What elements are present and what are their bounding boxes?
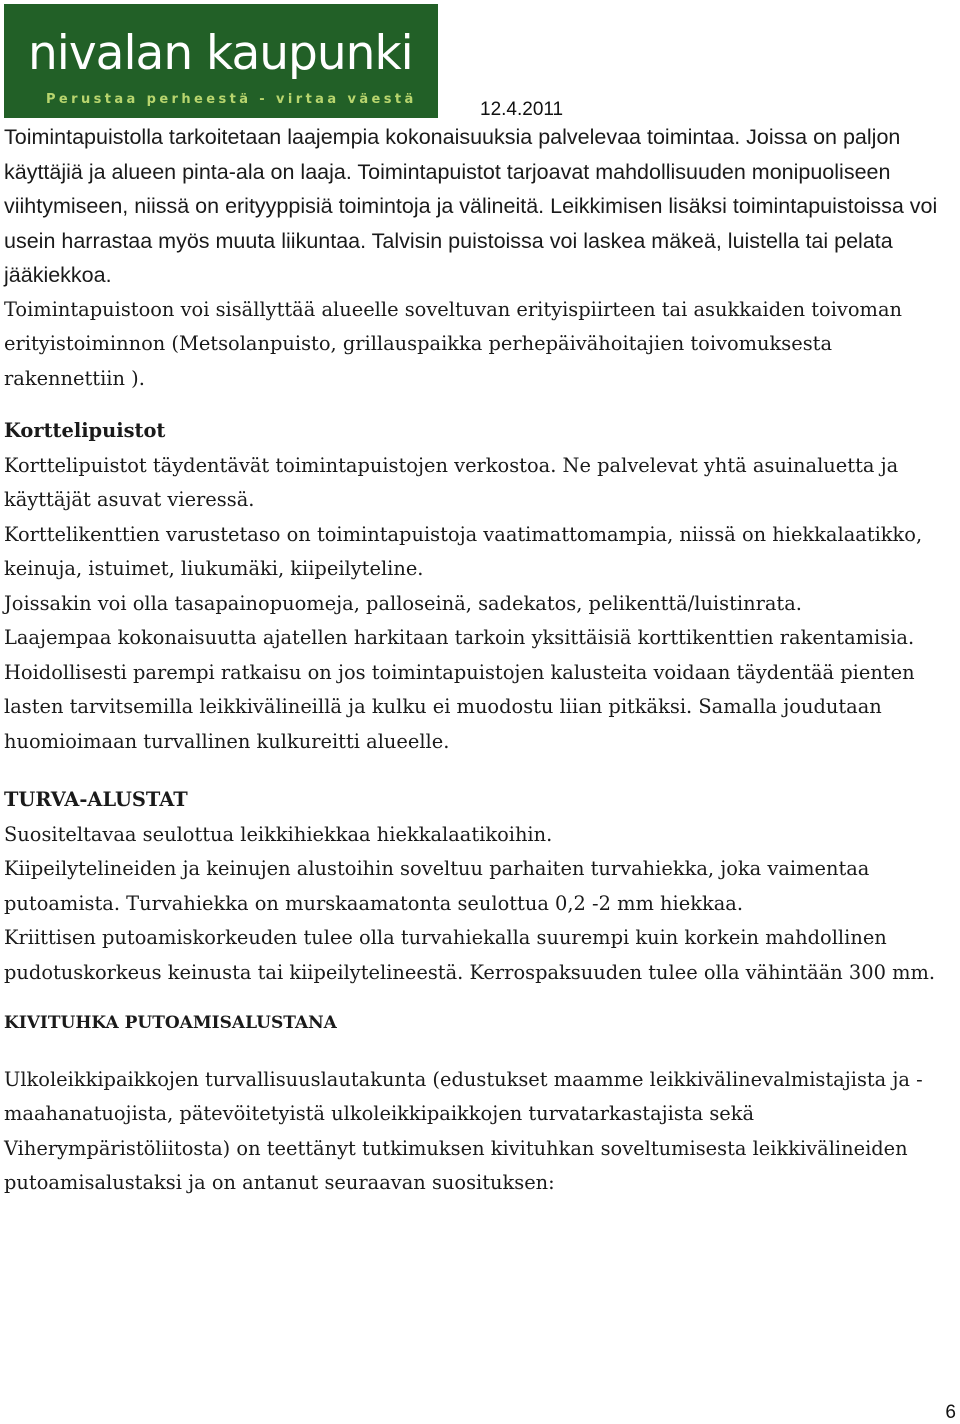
document-body <box>4 120 954 1201</box>
turva-alustat-paragraph-1: Suositeltavaa seulottua leikkihiekkaa hiekkalaatikoihin. <box>4 822 553 846</box>
korttelipuistot-paragraph-1: Korttelipuistot täydentävät toimintapuistojen verkostoa. Ne palvelevat yhtä asuinaluetta ja käyttäjät asuvat vieressä. <box>4 453 899 511</box>
page-number: 6 <box>945 1402 956 1423</box>
korttelipuistot-paragraph-4: Laajempaa kokonaisuutta ajatellen harkitaan tarkoin yksittäisiä korttikenttien rakentamisia. Hoidollisesti parempi ratkaisu on jos toimintapuistojen kalusteita voidaan täydentää pienten lasten tarvitsemilla leikkivälineillä ja kulku ei muodostu liian pitkäksi. Samalla joudutaan huomioimaan turvallinen kulkureitti alueelle. <box>4 626 915 753</box>
document-date: 12.4.2011 <box>480 99 564 120</box>
korttelipuistot-paragraph-3: Joissakin voi olla tasapainopuomeja, palloseinä, sadekatos, pelikenttä/luistinrata. <box>4 591 802 615</box>
city-logo <box>4 4 438 118</box>
logo-name: nivalan kaupunki <box>28 26 413 81</box>
section-heading-turva-alustat: TURVA-ALUSTAT <box>4 788 188 811</box>
intro-paragraph-1: Toimintapuistolla tarkoitetaan laajempia kokonaisuuksia palvelevaa toimintaa. Joissa on paljon käyttäjiä ja alueen pinta-ala on laaja. Toimintapuistot tarjoavat mahdollisuuden monipuoliseen viihtymiseen, niissä on erityyppisiä toimintoja ja välineitä. Leikkimisen lisäksi toimintapuistoissa voi usein harrastaa myös muuta liikuntaa. Talvisin puistoissa voi laskea mäkeä, luistella tai pelata jääkiekkoa. <box>4 125 938 287</box>
section-heading-korttelipuistot: Korttelipuistot <box>4 419 166 442</box>
turva-alustat-paragraph-3: Kriittisen putoamiskorkeuden tulee olla turvahiekalla suurempi kuin korkein mahdollinen pudotuskorkeus keinusta tai kiipeilytelineestä. Kerrospaksuuden tulee olla vähintään 300 mm. <box>4 926 936 984</box>
logo-tagline: Perustaa perheestä - virtaa väestä <box>46 92 417 107</box>
section-heading-kivituhka: KIVITUHKA PUTOAMISALUSTANA <box>4 1013 337 1033</box>
kivituhka-paragraph-1: Ulkoleikkipaikkojen turvallisuuslautakunta (edustukset maamme leikkivälinevalmistajista ja -maahanatuojista, pätevöitetyistä ulkoleikkipaikkojen turvatarkastajista sekä Viherympäristöliitosta) on teettänyt tutkimuksen kivituhkan soveltumisesta leikkivälineiden putoamisalustaksi ja on antanut seuraavan suosituksen: <box>4 1067 923 1194</box>
intro-paragraph-2: Toimintapuistoon voi sisällyttää alueelle soveltuvan erityispiirteen tai asukkaiden toivoman erityistoiminnon (Metsolanpuisto, grillauspaikka perhepäivähoitajien toivomuksesta rakennettiin ). <box>4 297 902 390</box>
korttelipuistot-paragraph-2: Korttelikenttien varustetaso on toimintapuistoja vaatimattomampia, niissä on hiekkalaatikko, keinuja, istuimet, liukumäki, kiipeilyteline. <box>4 522 923 580</box>
turva-alustat-paragraph-2: Kiipeilytelineiden ja keinujen alustoihin soveltuu parhaiten turvahiekka, joka vaimentaa putoamista. Turvahiekka on murskaamatonta seulottua 0,2 -2 mm hiekkaa. <box>4 857 870 915</box>
